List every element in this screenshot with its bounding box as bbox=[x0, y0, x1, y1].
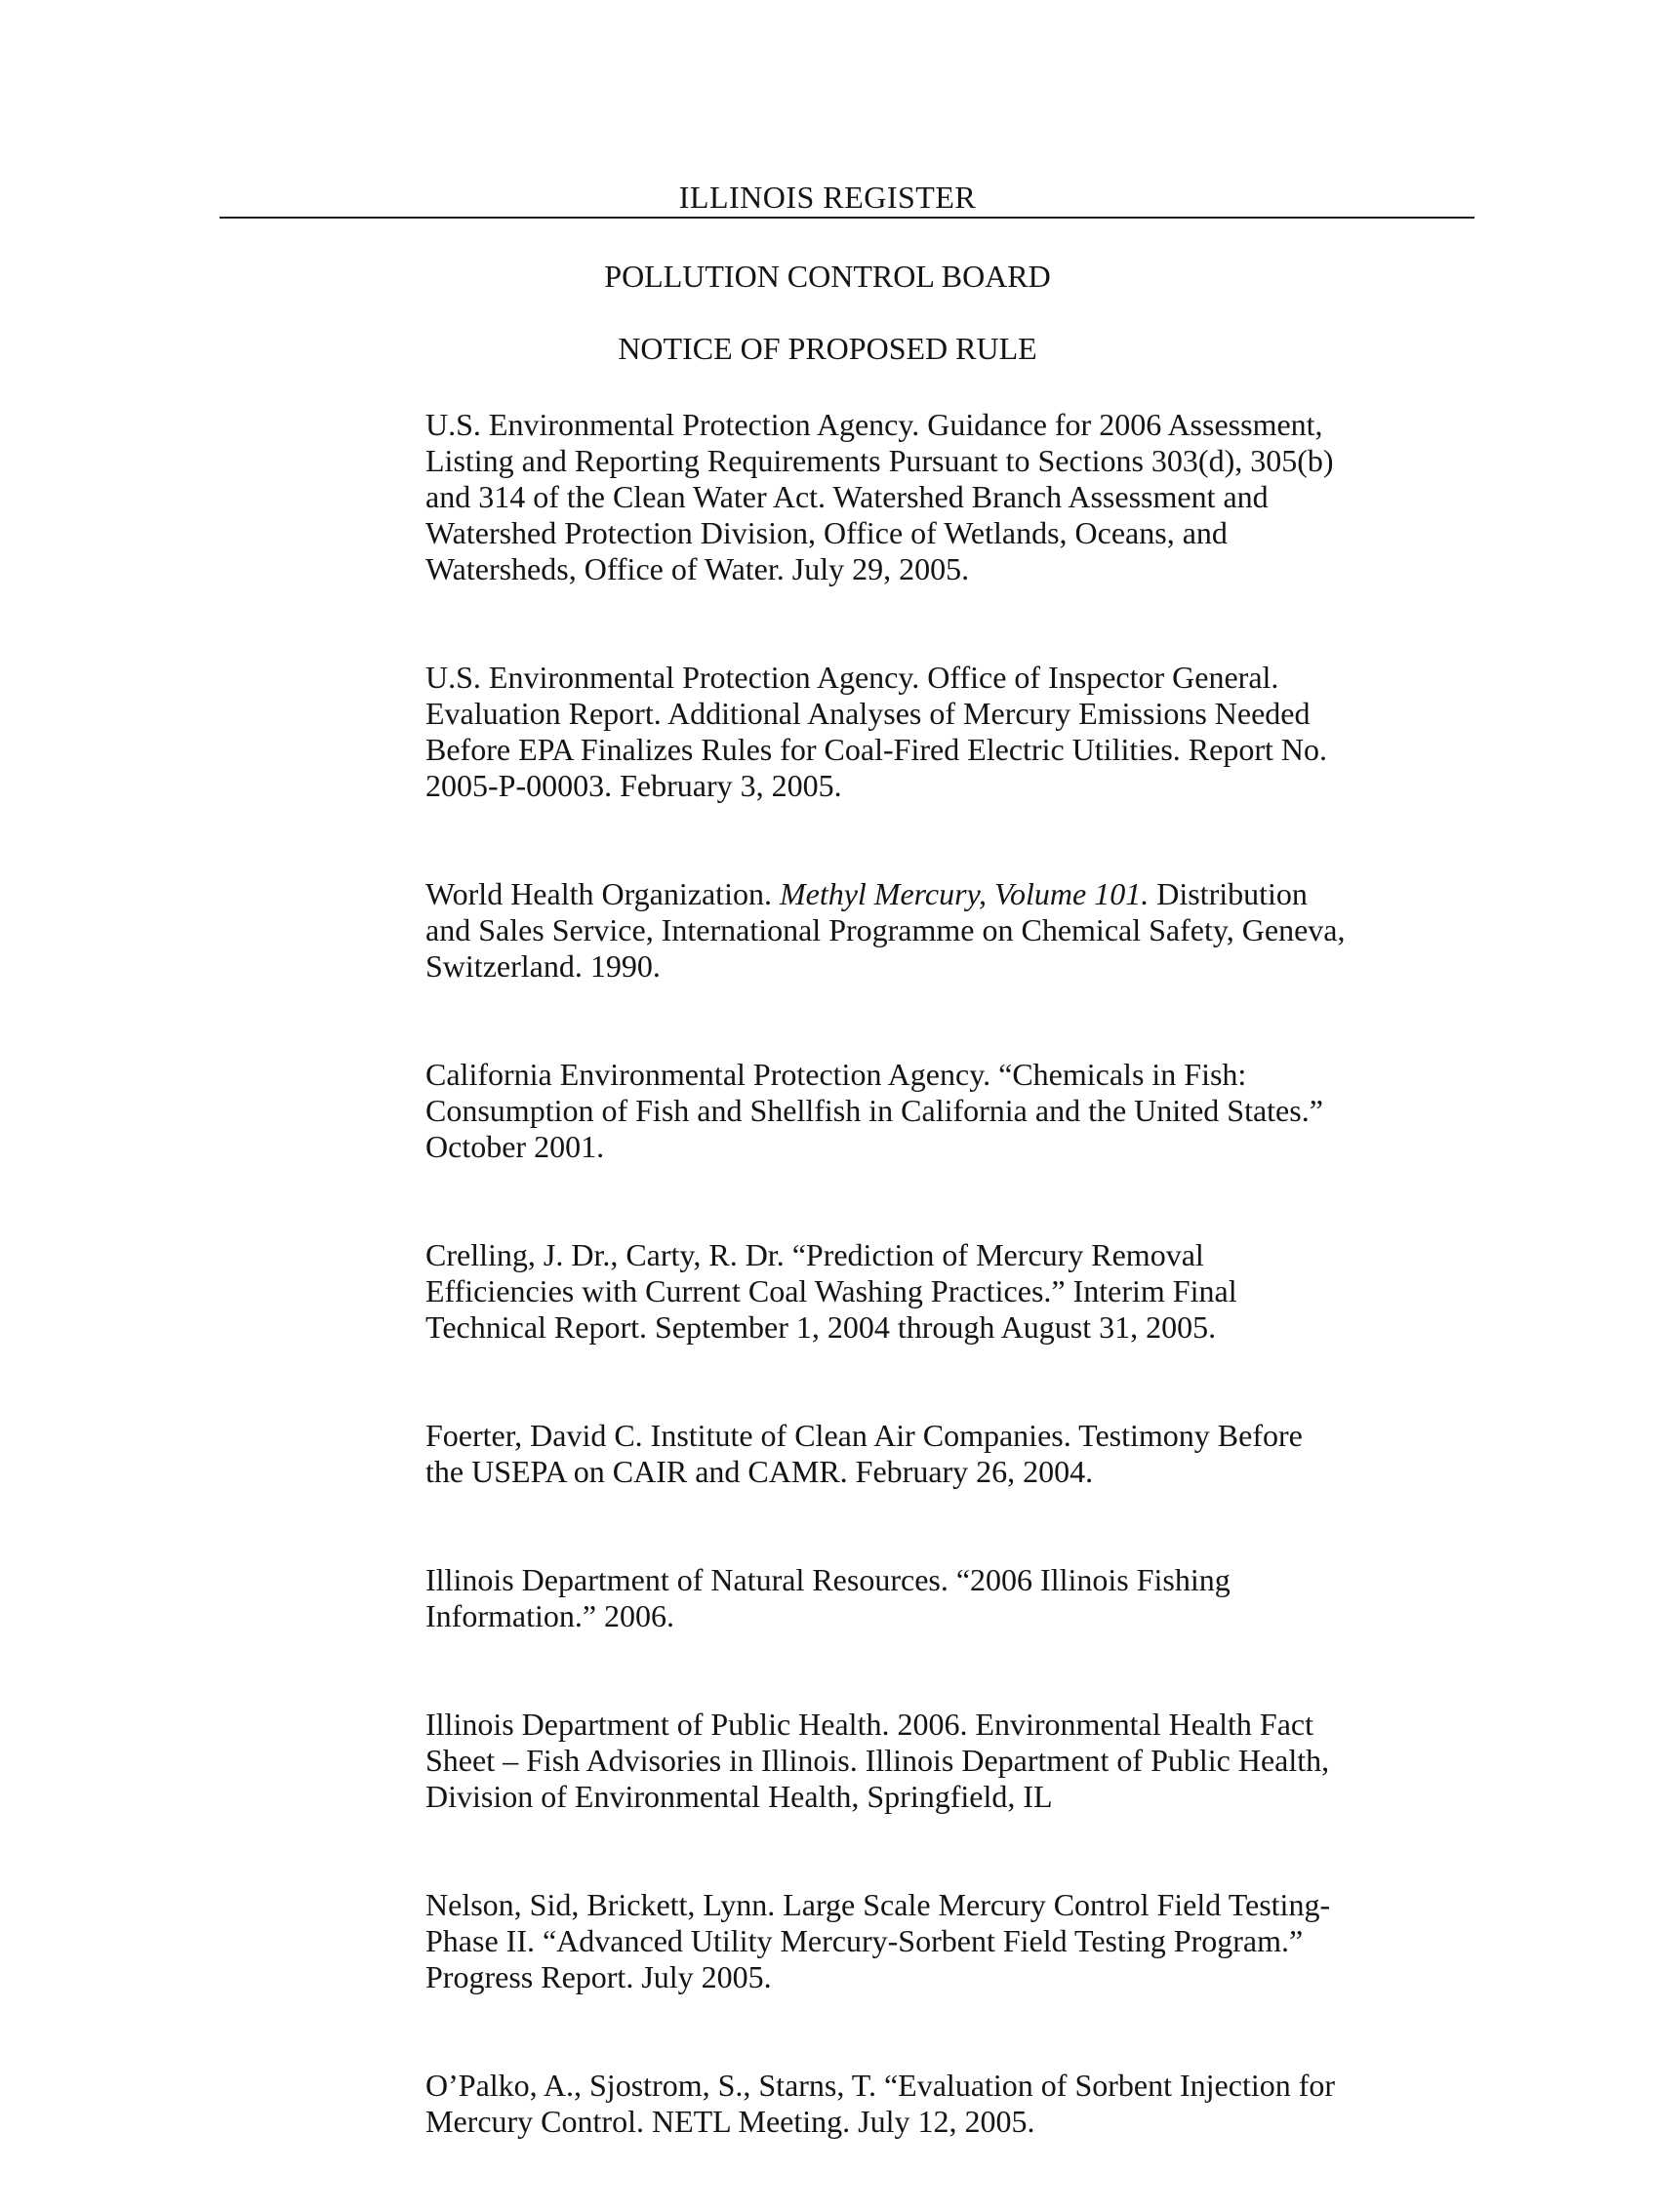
reference-line: Information.” 2006. bbox=[425, 1598, 675, 1633]
header-rule bbox=[220, 217, 1474, 219]
reference-line: Listing and Reporting Requirements Pursuant to Sections 303(d), 305(b) bbox=[425, 443, 1334, 478]
reference-line: Technical Report. September 1, 2004 through August 31, 2005. bbox=[425, 1309, 1217, 1345]
reference-line: Illinois Department of Public Health. 2006. Environmental Health Fact bbox=[425, 1707, 1314, 1742]
reference-line: U.S. Environmental Protection Agency. Office of Inspector General. bbox=[425, 660, 1279, 695]
reference-usepa-inspector-general bbox=[425, 660, 1401, 804]
reference-line: Progress Report. July 2005. bbox=[425, 1959, 772, 1994]
agency-heading: POLLUTION CONTROL BOARD bbox=[604, 259, 1051, 294]
reference-line: Division of Environmental Health, Springfield, IL bbox=[425, 1779, 1053, 1814]
reference-nelson-brickett bbox=[425, 1887, 1401, 1995]
reference-idnr-fishing bbox=[425, 1562, 1401, 1634]
reference-line: U.S. Environmental Protection Agency. Guidance for 2006 Assessment, bbox=[425, 407, 1323, 442]
reference-line: Nelson, Sid, Brickett, Lynn. Large Scale Mercury Control Field Testing- bbox=[425, 1887, 1331, 1922]
reference-line: and 314 of the Clean Water Act. Watershed Branch Assessment and bbox=[425, 479, 1269, 514]
reference-line: Crelling, J. Dr., Carty, R. Dr. “Prediction of Mercury Removal bbox=[425, 1237, 1204, 1272]
reference-calepa-chemicals-in-fish bbox=[425, 1057, 1401, 1165]
notice-heading: NOTICE OF PROPOSED RULE bbox=[618, 331, 1037, 366]
reference-line: Consumption of Fish and Shellfish in California and the United States.” bbox=[425, 1093, 1323, 1128]
reference-line: Mercury Control. NETL Meeting. July 12, 2005. bbox=[425, 2104, 1035, 2139]
reference-line: Sheet – Fish Advisories in Illinois. Illinois Department of Public Health, bbox=[425, 1743, 1330, 1778]
reference-line: the USEPA on CAIR and CAMR. February 26, 2004. bbox=[425, 1454, 1094, 1489]
reference-line: Before EPA Finalizes Rules for Coal-Fired Electric Utilities. Report No. bbox=[425, 732, 1327, 767]
reference-line: October 2001. bbox=[425, 1129, 605, 1164]
reference-opalko bbox=[425, 2068, 1401, 2140]
reference-foerter bbox=[425, 1418, 1401, 1490]
reference-line: California Environmental Protection Agency. “Chemicals in Fish: bbox=[425, 1057, 1247, 1092]
reference-idph-fact-sheet bbox=[425, 1707, 1401, 1815]
reference-line: Efficiencies with Current Coal Washing Practices.” Interim Final bbox=[425, 1273, 1237, 1308]
reference-line: 2005-P-00003. February 3, 2005. bbox=[425, 768, 842, 803]
register-title: ILLINOIS REGISTER bbox=[678, 180, 977, 215]
reference-line: Switzerland. 1990. bbox=[425, 948, 661, 984]
reference-line: Phase II. “Advanced Utility Mercury-Sorbent Field Testing Program.” bbox=[425, 1923, 1304, 1958]
reference-line: Evaluation Report. Additional Analyses of Mercury Emissions Needed bbox=[425, 696, 1311, 731]
reference-line: Foerter, David C. Institute of Clean Air Companies. Testimony Before bbox=[425, 1418, 1303, 1453]
reference-line: and Sales Service, International Programme on Chemical Safety, Geneva, bbox=[425, 912, 1346, 947]
reference-usepa-guidance bbox=[425, 407, 1401, 587]
reference-italic-title: Methyl Mercury, Volume 101. bbox=[779, 876, 1150, 911]
reference-line-end: Distribution bbox=[1149, 876, 1308, 911]
reference-who-methyl-mercury bbox=[425, 876, 1401, 985]
reference-list bbox=[425, 407, 1401, 2212]
reference-line: Watershed Protection Division, Office of Wetlands, Oceans, and bbox=[425, 515, 1228, 550]
reference-line: Watersheds, Office of Water. July 29, 2005. bbox=[425, 551, 970, 586]
reference-crelling-carty bbox=[425, 1237, 1401, 1346]
reference-line-start: World Health Organization. bbox=[425, 876, 780, 911]
reference-line: O’Palko, A., Sjostrom, S., Starns, T. “Evaluation of Sorbent Injection for bbox=[425, 2068, 1336, 2103]
reference-line: Illinois Department of Natural Resources. “2006 Illinois Fishing bbox=[425, 1562, 1231, 1597]
